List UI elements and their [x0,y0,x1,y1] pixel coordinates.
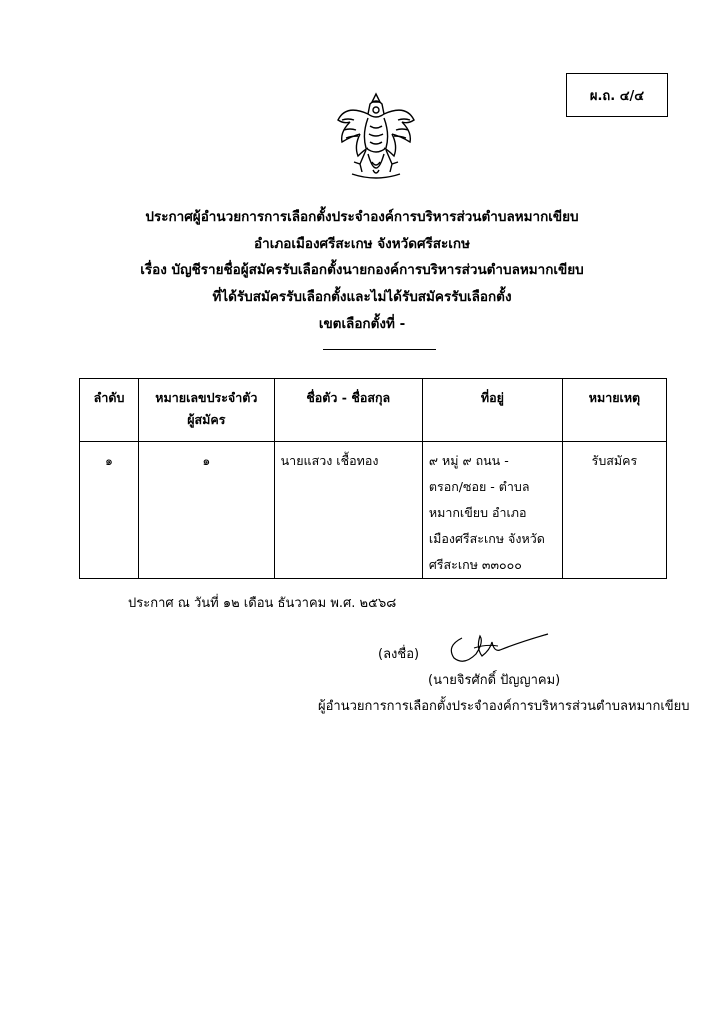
heading-line-2: อำเภอเมืองศรีสะเกษ จังหวัดศรีสะเกษ [254,236,470,252]
announce-date: ประกาศ ณ วันที่ ๑๒ เดือน ธันวาคม พ.ศ. ๒๕๖๘ [128,596,397,611]
handwritten-signature [440,628,550,668]
address-line: ๙ หมู่ ๙ ถนน - [428,453,509,468]
cell-name: นายแสวง เชื้อทอง [274,442,422,579]
signer-position: ผู้อำนวยการการเลือกตั้งประจำองค์การบริหารส่วนตำบลหมากเขียบ [318,699,690,714]
address-line: ตรอก/ซอย - ตำบล [428,479,530,494]
cell-candidate-number: ๑ [139,442,275,579]
cell-note: รับสมัคร [562,442,666,579]
signer-name: (นายจิรศักดิ์ ปัญญาคม) [428,673,561,688]
header-no: ลำดับ [80,379,139,442]
sign-label: (ลงชื่อ) [378,647,420,662]
address-line: เมืองศรีสะเกษ จังหวัด [428,531,545,546]
garuda-emblem-icon [332,90,420,186]
header-name: ชื่อตัว - ชื่อสกุล [274,379,422,442]
header-note: หมายเหตุ [562,379,666,442]
heading-line-1: ประกาศผู้อำนวยการการเลือกตั้งประจำองค์การบริหารส่วนตำบลหมากเขียบ [145,209,579,225]
header-number-line-1: หมายเลขประจำตัว [155,390,258,405]
divider [323,349,436,350]
header-address: ที่อยู่ [422,379,562,442]
heading-line-3: เรื่อง บัญชีรายชื่อผู้สมัครรับเลือกตั้งนายกองค์การบริหารส่วนตำบลหมากเขียบ [140,262,584,278]
cell-address [422,442,562,579]
cell-no: ๑ [80,442,139,579]
address-line: หมากเขียบ อำเภอ [428,505,527,520]
header-number-line-2: ผู้สมัคร [187,412,226,427]
candidate-table [79,378,667,579]
header-candidate-number [139,379,275,442]
heading-line-5: เขตเลือกตั้งที่ - [318,316,406,332]
form-code-box: ผ.ถ. ๔/๔ [566,73,668,117]
table-row [80,442,667,579]
heading-line-4: ที่ได้รับสมัครรับเลือกตั้งและไม่ได้รับสมัครรับเลือกตั้ง [212,289,512,305]
address-line: ศรีสะเกษ ๓๓๐๐๐ [428,557,522,572]
table-header-row [80,379,667,442]
